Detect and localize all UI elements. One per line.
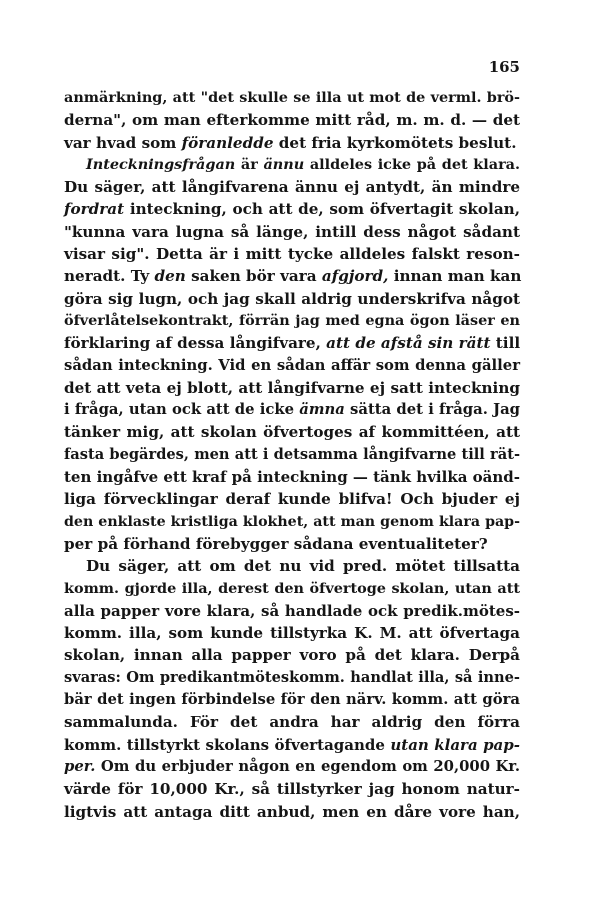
- text-line: [64, 511, 520, 533]
- text-segment: var hvad som: [64, 133, 182, 152]
- text-segment: komm. gjorde illa, derest den öfvertoge skolan, utan att: [64, 579, 520, 597]
- body-text: [64, 87, 520, 823]
- text-line: [64, 355, 520, 377]
- text-segment: öfverlåtelsekontrakt, förrän jag med egna ögon läser en: [64, 311, 520, 329]
- text-line: [64, 622, 520, 644]
- text-segment: tänker mig, att skolan öfvertoges af kommittéen, att: [64, 423, 520, 442]
- text-line: [64, 288, 520, 310]
- text-line: [64, 488, 520, 510]
- emphasized-text: utan klara pap-: [390, 735, 520, 754]
- text-segment: göra sig lugn, och jag skall aldrig underskrifva något: [64, 289, 520, 308]
- text-line: [64, 154, 520, 176]
- text-line: [64, 778, 520, 800]
- emphasized-text: föranledde: [181, 133, 274, 152]
- text-line: [64, 667, 520, 689]
- emphasized-text: Inteckningsfrågan: [86, 155, 236, 173]
- text-segment: per på förhand förebygger sådana eventualiteter?: [64, 534, 488, 553]
- text-segment: sätta det i fråga. Jag: [344, 401, 521, 419]
- text-line: [64, 711, 520, 733]
- text-line: [64, 756, 520, 778]
- text-segment: Om du erbjuder någon en egendom om 20,000 Kr.: [95, 757, 520, 775]
- text-segment: fasta begärdes, men att i detsamma långifvarne till rät-: [64, 445, 520, 463]
- text-line: [64, 801, 520, 823]
- text-segment: skolan, innan alla papper voro på det klara. Derpå: [64, 646, 520, 665]
- text-line: [64, 644, 520, 666]
- text-segment: Du säger, att om det nu vid pred. mötet tillsatta: [86, 557, 520, 576]
- text-line: [64, 689, 520, 711]
- text-line: [64, 600, 520, 622]
- text-line: [64, 221, 520, 243]
- text-line: [64, 421, 520, 443]
- text-line: [64, 132, 520, 154]
- text-line: [64, 243, 520, 265]
- text-segment: visar sig". Detta är i mitt tycke alldeles falskt reson-: [64, 245, 520, 264]
- text-line: [64, 444, 520, 466]
- text-segment: sådan inteckning. Vid en sådan affär som denna gäller: [64, 356, 520, 374]
- text-line: [64, 310, 520, 332]
- text-segment: inteckning, och att de, som öfvertagit skolan,: [124, 200, 520, 219]
- text-segment: anmärkning, att "det skulle se illa ut mot de verml. brö-: [64, 89, 520, 106]
- text-line: [64, 87, 520, 109]
- text-line: [64, 265, 520, 287]
- text-line: [64, 198, 520, 220]
- text-segment: komm. tillstyrkt skolans öfvertagande: [64, 735, 391, 754]
- text-segment: alldeles icke på det klara.: [304, 155, 520, 173]
- emphasized-text: att de afstå sin rätt: [326, 334, 491, 353]
- text-line: [64, 332, 520, 354]
- text-segment: "kunna vara lugna så länge, intill dess något sådant: [64, 222, 520, 241]
- page-number: 165: [488, 58, 520, 76]
- text-segment: ligtvis att antaga ditt anbud, men en dåre vore han,: [64, 802, 520, 821]
- text-line: [64, 109, 520, 131]
- text-segment: ten ingåfve ett kraf på inteckning — tänk hvilka oänd-: [64, 468, 520, 487]
- text-segment: i fråga, utan ock att de icke: [64, 401, 300, 419]
- text-line: [64, 533, 520, 555]
- emphasized-text: per.: [64, 757, 96, 775]
- text-segment: derna", om man efterkomme mitt råd, m. m. d. — det: [64, 111, 520, 130]
- text-segment: bär det ingen förbindelse för den närv. komm. att göra: [64, 691, 520, 709]
- text-segment: det att veta ej blott, att långifvarne ej satt inteckning: [64, 378, 520, 397]
- text-segment: den enklaste kristliga klokhet, att man genom klara pap-: [64, 513, 520, 530]
- text-segment: saken bör vara: [185, 267, 322, 286]
- text-segment: alla papper vore klara, så handlade ock predik.mötes-: [64, 601, 520, 620]
- text-segment: neradt. Ty: [64, 267, 155, 286]
- text-segment: värde för 10,000 Kr., så tillstyrker jag honom natur-: [64, 780, 520, 799]
- emphasized-text: den: [154, 267, 186, 286]
- text-line: [64, 466, 520, 488]
- text-segment: sammalunda. För det andra har aldrig den förra: [64, 713, 520, 732]
- text-segment: liga förvecklingar deraf kunde blifva! Och bjuder ej: [64, 490, 520, 509]
- emphasized-text: fordrat: [64, 200, 125, 219]
- text-segment: innan man kan: [388, 267, 522, 286]
- text-line: [64, 377, 520, 399]
- text-line: [64, 734, 520, 756]
- text-line: [64, 555, 520, 577]
- text-segment: svaras: Om predikantmöteskomm. handlat illa, så inne-: [64, 668, 520, 686]
- text-segment: till: [490, 334, 521, 353]
- text-segment: är: [235, 155, 264, 173]
- text-segment: komm. illa, som kunde tillstyrka K. M. att öfvertaga: [64, 624, 520, 643]
- text-line: [64, 399, 520, 421]
- text-segment: det fria kyrkomötets beslut.: [273, 133, 517, 152]
- text-segment: Du säger, att långifvarena ännu ej antydt, än mindre: [64, 178, 520, 197]
- text-line: [64, 176, 520, 198]
- emphasized-text: ämna: [299, 401, 345, 419]
- emphasized-text: afgjord,: [321, 267, 389, 286]
- text-segment: förklaring af dessa långifvare,: [64, 334, 327, 353]
- emphasized-text: ännu: [263, 155, 305, 173]
- text-line: [64, 578, 520, 600]
